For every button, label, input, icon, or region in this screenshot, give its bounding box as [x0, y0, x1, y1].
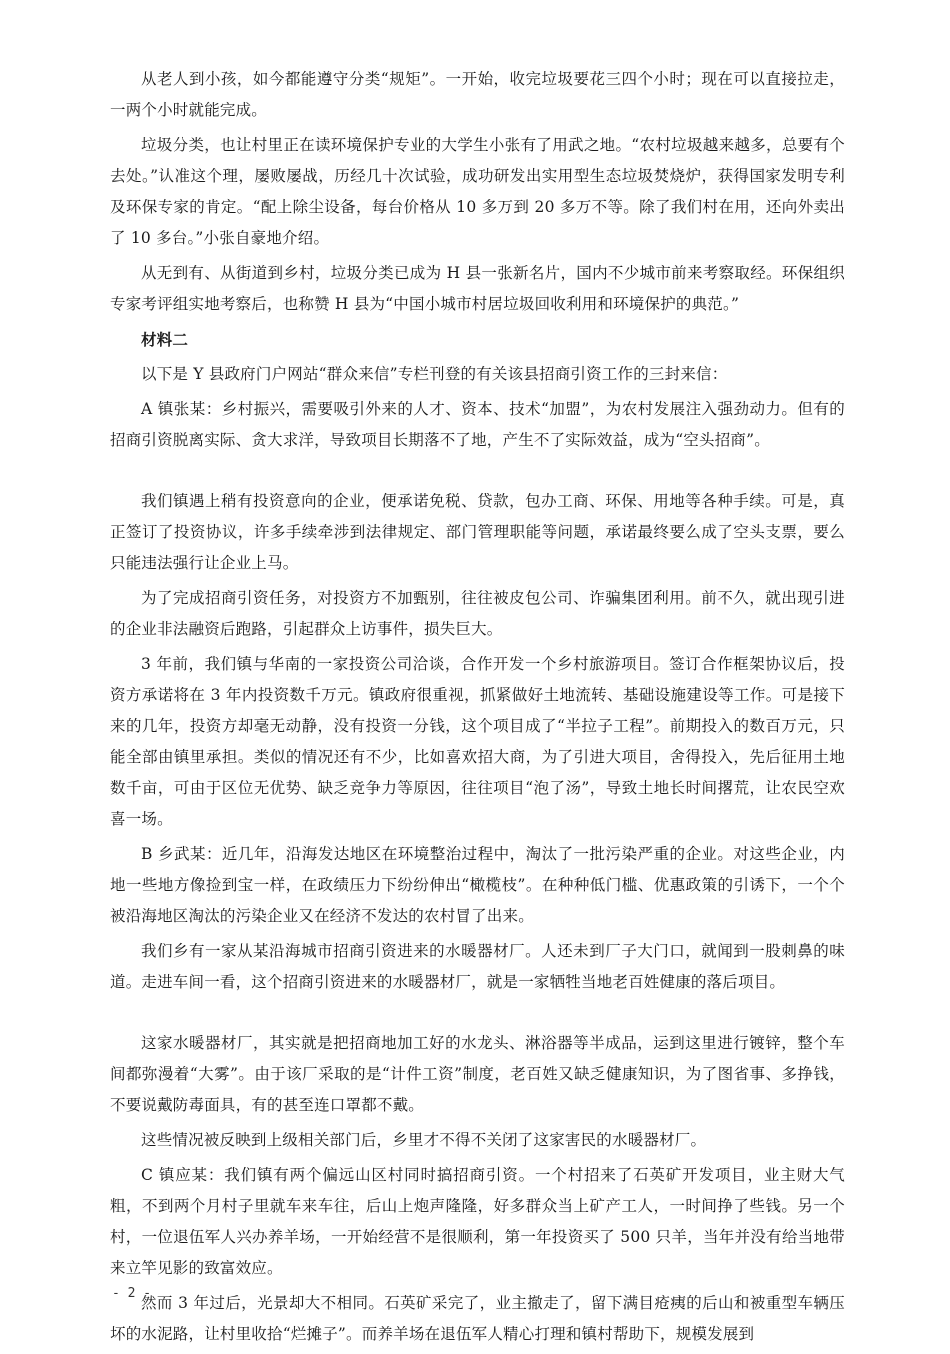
paragraph: 这家水暖器材厂，其实就是把招商地加工好的水龙头、淋浴器等半成品，运到这里进行镀锌，整个车间都弥漫着“大雾”。由于该厂采取的是“计件工资”制度，老百姓又缺乏健康知识，为了图省事、多挣钱，不要说戴防毒面具，有的甚至连口罩都不戴。	[110, 1034, 845, 1114]
paragraph: B 乡武某：近几年，沿海发达地区在环境整治过程中，淘汰了一批污染严重的企业。对这些企业，内地一些地方像捡到宝一样，在政绩压力下纷纷伸出“橄榄枝”。在种种低门槛、优惠政策的引诱下，一个个被沿海地区淘汰的污染企业又在经济不发达的农村冒了出来。	[110, 845, 845, 925]
paragraph: 从老人到小孩，如今都能遵守分类“规矩”。一开始，收完垃圾要花三四个小时；现在可以直接拉走，一两个小时就能完成。	[110, 70, 845, 119]
paragraph: 这些情况被反映到上级相关部门后，乡里才不得不关闭了这家害民的水暖器材厂。	[141, 1131, 707, 1149]
paragraph: 3 年前，我们镇与华南的一家投资公司洽谈，合作开发一个乡村旅游项目。签订合作框架协议后，投资方承诺将在 3 年内投资数千万元。镇政府很重视，抓紧做好土地流转、基础设施建设等工作。可是接下来的几年，投资方却毫无动静，没有投资一分钱，这个项目成了“半拉子工程”。前期投入的数百万元，只能全部由镇里承担。类似的情况还有不少，比如喜欢招大商，为了引进大项目，舍得投入，先后征用土地数千亩，可由于区位无优势、缺乏竞争力等原因，往往项目“泡了汤”，导致土地长时间撂荒，让农民空欢喜一场。	[110, 655, 845, 828]
paragraph: 垃圾分类，也让村里正在读环境保护专业的大学生小张有了用武之地。“农村垃圾越来越多，总要有个去处。”认准这个理，屡败屡战，历经几十次试验，成功研发出实用型生态垃圾焚烧炉，获得国家发明专利及环保专家的肯定。“配上除尘设备，每台价格从 10 多万到 20 多万不等。除了我们村在用，还向外卖出了 10 多台。”小张自豪地介绍。	[110, 136, 845, 247]
page-number: - 2 -	[112, 1286, 152, 1301]
section-heading: 材料二	[141, 330, 189, 349]
paragraph: 以下是 Y 县政府门户网站“群众来信”专栏刊登的有关该县招商引资工作的三封来信：	[141, 365, 728, 383]
paragraph: 从无到有、从街道到乡村，垃圾分类已成为 H 县一张新名片，国内不少城市前来考察取经。环保组织专家考评组实地考察后，也称赞 H 县为“中国小城市村居垃圾回收利用和环境保护的典范。”	[110, 264, 845, 313]
paragraph: 我们镇遇上稍有投资意向的企业，便承诺免税、贷款，包办工商、环保、用地等各种手续。可是，真正签订了投资协议，许多手续牵涉到法律规定、部门管理职能等问题，承诺最终要么成了空头支票，要么只能违法强行让企业上马。	[110, 492, 845, 572]
paragraph: 我们乡有一家从某沿海城市招商引资进来的水暖器材厂。人还未到厂子大门口，就闻到一股刺鼻的味道。走进车间一看，这个招商引资进来的水暖器材厂，就是一家牺牲当地老百姓健康的落后项目。	[110, 942, 845, 991]
paragraph: A 镇张某：乡村振兴，需要吸引外来的人才、资本、技术“加盟”，为农村发展注入强劲动力。但有的招商引资脱离实际、贪大求洋，导致项目长期落不了地，产生不了实际效益，成为“空头招商”。	[110, 400, 845, 449]
paragraph: C 镇应某：我们镇有两个偏远山区村同时搞招商引资。一个村招来了石英矿开发项目，业主财大气粗，不到两个月村子里就车来车往，后山上炮声隆隆，好多群众当上矿产工人，一时间挣了些钱。另一个村，一位退伍军人兴办养羊场，一开始经营不是很顺利，第一年投资买了 500 只羊，当年并没有给当地带来立竿见影的致富效应。	[110, 1166, 845, 1277]
paragraph: 然而 3 年过后，光景却大不相同。石英矿采完了，业主撤走了，留下满目疮痍的后山和被重型车辆压坏的水泥路，让村里收拾“烂摊子”。而养羊场在退伍军人精心打理和镇村帮助下，规模发展到	[110, 1294, 845, 1343]
document-body	[110, 64, 845, 1354]
paragraph: 为了完成招商引资任务，对投资方不加甄别，往往被皮包公司、诈骗集团利用。前不久，就出现引进的企业非法融资后跑路，引起群众上访事件，损失巨大。	[110, 589, 845, 638]
